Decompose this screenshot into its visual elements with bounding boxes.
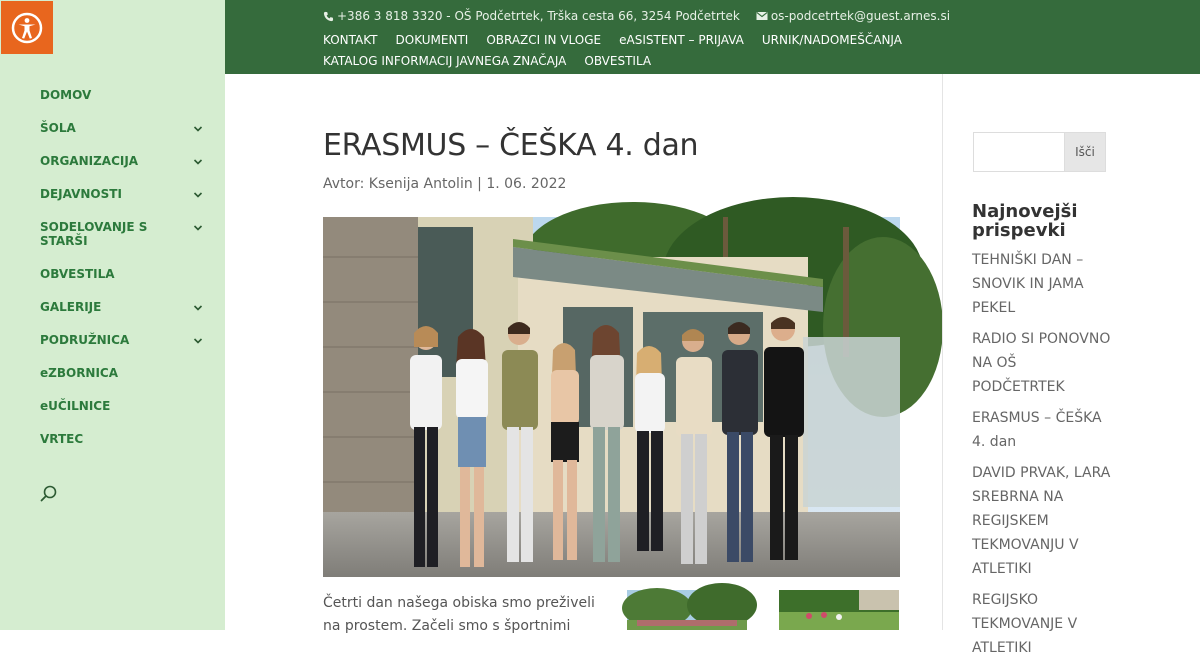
sidebar-item-label: eUČILNICE <box>40 399 111 413</box>
sidebar-item[interactable] <box>40 399 155 413</box>
envelope-icon <box>756 11 768 21</box>
post-meta: Avtor: Ksenija Antolin | 1. 06. 2022 <box>323 176 567 192</box>
chevron-down-icon[interactable] <box>192 156 204 168</box>
top-nav-link[interactable]: OBVESTILA <box>584 54 652 68</box>
sidebar-item-label: PODRUŽNICA <box>40 333 130 347</box>
recent-post-link[interactable]: DAVID PRVAK, LARA SREBRNA NA REGIJSKEM TEKMOVANJU V ATLETIKI <box>972 465 1111 577</box>
search-icon[interactable] <box>39 484 59 504</box>
post-title: ERASMUS – ČEŠKA 4. dan <box>323 128 699 163</box>
sidebar-item[interactable] <box>40 220 155 248</box>
chevron-down-icon[interactable] <box>192 302 204 314</box>
sidebar-item[interactable] <box>40 88 155 102</box>
top-navigation <box>323 30 943 72</box>
recent-post-link[interactable]: ERASMUS – ČEŠKA 4. dan <box>972 410 1102 450</box>
sidebar-item-label: DEJAVNOSTI <box>40 187 122 201</box>
post-featured-photo <box>323 217 900 577</box>
sidebar-search-button[interactable]: Išči <box>1064 132 1106 172</box>
top-nav-link[interactable]: URNIK/NADOMEŠČANJA <box>761 33 902 47</box>
sidebar-item[interactable] <box>40 432 155 446</box>
phone-icon <box>323 11 334 22</box>
sidebar-item-label: ŠOLA <box>40 121 76 135</box>
sidebar-item[interactable] <box>40 366 155 380</box>
sidebar-item[interactable] <box>40 300 155 314</box>
group-photo-illustration <box>323 217 900 577</box>
sidebar-item-label: ORGANIZACIJA <box>40 154 139 168</box>
chevron-down-icon[interactable] <box>192 123 204 135</box>
top-nav-link[interactable]: KONTAKT <box>323 33 378 47</box>
sidebar-item-label: OBVESTILA <box>40 267 115 281</box>
recent-post-link[interactable]: RADIO SI PONOVNO NA OŠ PODČETRTEK <box>972 331 1111 395</box>
sidebar-item-label: GALERIJE <box>40 300 102 314</box>
gallery-thumbnail[interactable] <box>627 590 747 630</box>
sidebar-item-label: SODELOVANJE S STARŠI <box>40 220 148 248</box>
recent-post-link[interactable]: REGIJSKO TEKMOVANJE V ATLETIKI <box>972 592 1078 656</box>
main-content <box>323 74 901 634</box>
top-bar <box>225 0 1200 74</box>
chevron-down-icon[interactable] <box>192 222 204 234</box>
sidebar-item[interactable] <box>40 154 155 168</box>
sidebar-item[interactable] <box>40 187 155 201</box>
phone-address: +386 3 818 3320 - OŠ Podčetrtek, Trška cesta 66, 3254 Podčetrtek <box>337 9 740 23</box>
contact-info <box>323 9 950 23</box>
sidebar-search-input[interactable] <box>973 132 1065 172</box>
recent-posts-title: Najnovejši prispevki <box>972 201 1078 241</box>
accessibility-icon <box>10 11 44 45</box>
top-nav-link[interactable]: KATALOG INFORMACIJ JAVNEGA ZNAČAJA <box>323 54 567 68</box>
sidebar-item[interactable] <box>40 267 155 281</box>
sidebar-item-label: VRTEC <box>40 432 84 446</box>
recent-post-link[interactable]: TEHNIŠKI DAN – SNOVIK IN JAMA PEKEL <box>972 252 1084 316</box>
gallery-thumbnail[interactable] <box>779 590 899 630</box>
accessibility-button[interactable] <box>1 1 53 54</box>
email-link[interactable]: os-podcetrtek@guest.arnes.si <box>770 9 951 23</box>
left-sidebar <box>0 0 225 630</box>
sidebar-item-label: DOMOV <box>40 88 92 102</box>
post-excerpt: Četrti dan našega obiska smo preživeli na prostem. Začeli smo s športnimi <box>323 595 595 634</box>
top-nav-link[interactable]: eASISTENT – PRIJAVA <box>619 33 744 47</box>
sidebar-item-label: eZBORNICA <box>40 366 119 380</box>
chevron-down-icon[interactable] <box>192 335 204 347</box>
column-divider <box>942 74 943 630</box>
recent-posts-list <box>972 248 1112 667</box>
sidebar-item[interactable] <box>40 333 155 347</box>
chevron-down-icon[interactable] <box>192 189 204 201</box>
top-nav-link[interactable]: OBRAZCI IN VLOGE <box>486 33 602 47</box>
sidebar-item[interactable] <box>40 121 155 135</box>
top-nav-link[interactable]: DOKUMENTI <box>395 33 469 47</box>
